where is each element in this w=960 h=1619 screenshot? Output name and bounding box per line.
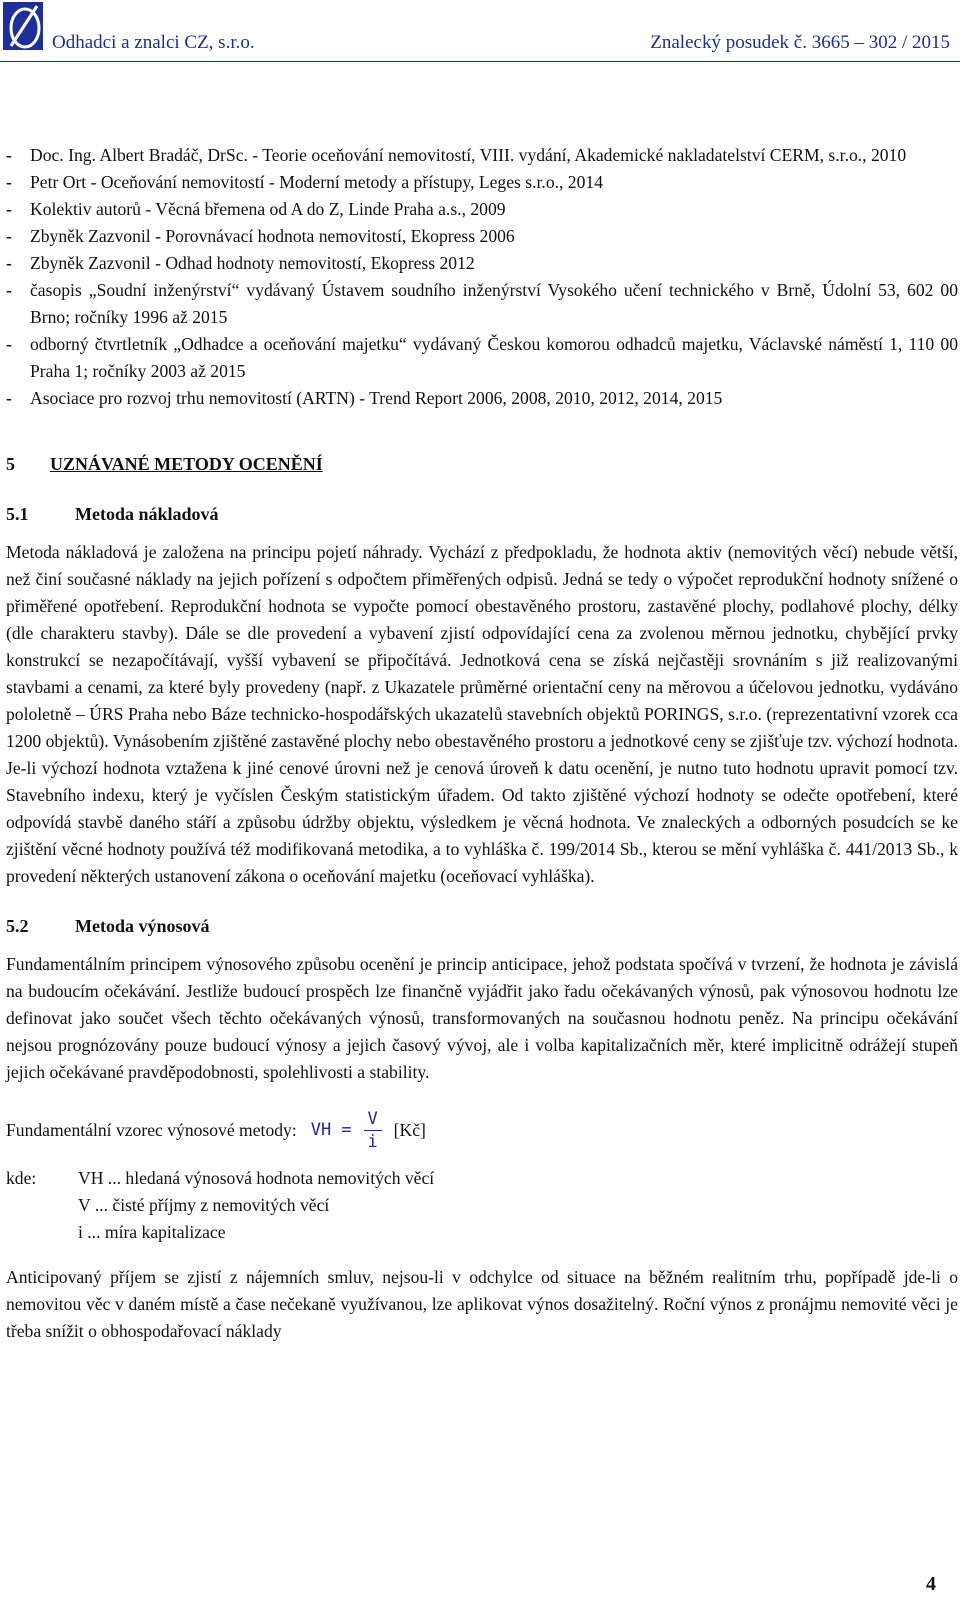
section-5-heading bbox=[6, 451, 958, 478]
bullet-dash: - bbox=[6, 199, 12, 219]
income-detail-paragraph: Anticipovaný příjem se zjistí z nájemních smluv, nejsou-li v odchylce od situace na běžném realitním trhu, popřípadě jde-li o nemovitou věc v daném místě a čase nečekaně využívanou, lze aplikovat výnos dosažitelný. Roční výnos z pronájmu nemovité věci je třeba snížit o obhospodařovací náklady bbox=[6, 1267, 958, 1341]
document-body bbox=[6, 142, 958, 1345]
bullet-dash: - bbox=[6, 145, 12, 165]
page-number: 4 bbox=[926, 1573, 936, 1595]
reference-text: Asociace pro rozvoj trhu nemovitostí (ARTN) - Trend Report 2006, 2008, 2010, 2012, 2014, 2015 bbox=[30, 388, 723, 408]
list-item bbox=[6, 142, 958, 169]
formula-numerator: V bbox=[367, 1108, 378, 1129]
legend-item: i ... míra kapitalizace bbox=[78, 1222, 226, 1242]
section-title: UZNÁVANÉ METODY OCENĚNÍ bbox=[50, 454, 323, 474]
list-item bbox=[6, 385, 958, 412]
section-title: Metoda výnosová bbox=[75, 916, 210, 936]
section-number: 5.2 bbox=[6, 916, 29, 936]
list-item bbox=[6, 169, 958, 196]
reference-text: časopis „Soudní inženýrství“ vydávaný Ústavem soudního inženýrství Vysokého učení technického v Brně, Údolní 53, 602 00 Brno; ročníky 1996 až 2015 bbox=[30, 280, 958, 327]
section-title: Metoda nákladová bbox=[75, 504, 219, 524]
formula-unit: [Kč] bbox=[393, 1119, 426, 1140]
header-company: Odhadci a znalci CZ, s.r.o. bbox=[52, 32, 255, 53]
formula-label: Fundamentální vzorec výnosové metody: bbox=[6, 1119, 297, 1140]
bullet-dash: - bbox=[6, 253, 12, 273]
reference-text: Zbyněk Zazvonil - Porovnávací hodnota nemovitostí, Ekopress 2006 bbox=[30, 226, 515, 246]
list-item bbox=[6, 250, 958, 277]
bullet-dash: - bbox=[6, 172, 12, 192]
reference-text: Zbyněk Zazvonil - Odhad hodnoty nemovitostí, Ekopress 2012 bbox=[30, 253, 475, 273]
legend-label: kde: bbox=[6, 1168, 37, 1188]
section-number: 5.1 bbox=[6, 504, 29, 524]
cost-method-paragraph: Metoda nákladová je založena na principu pojetí náhrady. Vychází z předpokladu, že hodnota aktiv (nemovitých věcí) nebude větší, než činí současné náklady na jejich pořízení s odpočtem přiměřených odpisů. Jedná se tedy o výpočet reprodukční hodnoty snížené o přiměřené opotřebení. Reprodukční hodnota se vypočte pomocí obestavěného prostoru, zastavěné plochy, podlahové plochy, délky (dle charakteru stavby). Dále se dle provedení a vybavení zjistí odpovídající cena za zvolenou měrnou jednotku, chybějící prvky konstrukcí se nezapočítávají, vyšší vybavení se připočítává. Jednotková cena se získá nejčastěji srovnáním s již realizovanými stavbami a cenami, za které byly provedeny (např. z Ukazatele průměrné orientační ceny na měrovou a účelovou jednotku, vydáváno pololetně – ÚRS Praha nebo Báze technicko-hospodářských ukazatelů stavebních objektů PORINGS, s.r.o. (reprezentativní vzorek cca 1200 objektů). Vynásobením zjištěné zastavěné plochy nebo obestavěného prostoru a jednotkové ceny se zjišťuje tzv. výchozí hodnota. Je-li výchozí hodnota vztažena k jiné cenové úrovni než je cenová úroveň k datu ocenění, je nutno tuto hodnotu upravit pomocí tzv. Stavebního indexu, který je vyčíslen Českým statistickým úřadem. Od takto zjištěné výchozí hodnoty se odečte opotřebení, které odpovídá stavbě daného stáří a způsobu údržby objektu, výsledkem je věcná hodnota. Ve znaleckých a odborných posudcích se ke zjištění věcné hodnoty používá též modifikovaná metodika, a to vyhláška č. 199/2014 Sb., kterou se mění vyhláška č. 441/2013 Sb., k provedení některých ustanovení zákona o oceňování majetku (oceňovací vyhláška). bbox=[6, 542, 958, 886]
page-header bbox=[0, 0, 960, 62]
company-logo-icon bbox=[3, 2, 43, 50]
reference-text: Kolektiv autorů - Věcná břemena od A do Z, Linde Praha a.s., 2009 bbox=[30, 199, 506, 219]
legend-item: V ... čisté příjmy z nemovitých věcí bbox=[78, 1195, 330, 1215]
section-number: 5 bbox=[6, 454, 15, 474]
bullet-dash: - bbox=[6, 388, 12, 408]
reference-text: Petr Ort - Oceňování nemovitostí - Moderní metody a přístupy, Leges s.r.o., 2014 bbox=[30, 172, 603, 192]
reference-text: odborný čtvrtletník „Odhadce a oceňování majetku“ vydávaný Českou komorou odhadců majetku, Václavské náměstí 1, 110 00 Praha 1; ročníky 2003 až 2015 bbox=[30, 334, 958, 381]
list-item bbox=[6, 223, 958, 250]
header-report-number: Znalecký posudek č. 3665 – 302 / 2015 bbox=[650, 32, 950, 53]
income-formula bbox=[6, 1105, 958, 1155]
list-item bbox=[6, 331, 958, 385]
header-divider bbox=[0, 61, 960, 62]
fraction-bar bbox=[364, 1130, 382, 1131]
formula-fraction bbox=[364, 1109, 382, 1152]
bullet-dash: - bbox=[6, 280, 12, 300]
formula-lhs: VH = bbox=[310, 1119, 352, 1140]
formula-denominator: i bbox=[367, 1131, 378, 1152]
section-5-2-heading bbox=[6, 913, 958, 940]
bullet-dash: - bbox=[6, 226, 12, 246]
section-5-1-heading bbox=[6, 501, 958, 528]
reference-list bbox=[6, 142, 958, 412]
bullet-dash: - bbox=[6, 334, 12, 354]
list-item bbox=[6, 196, 958, 223]
legend-item: VH ... hledaná výnosová hodnota nemovitých věcí bbox=[78, 1168, 435, 1188]
reference-text: Doc. Ing. Albert Bradáč, DrSc. - Teorie oceňování nemovitostí, VIII. vydání, Akademické nakladatelství CERM, s.r.o., 2010 bbox=[30, 145, 907, 165]
income-method-paragraph: Fundamentálním principem výnosového způsobu ocenění je princip anticipace, jehož podstata spočívá v tvrzení, že hodnota je závislá na budoucím očekávání. Jestliže budoucí prospěch lze finančně vyjádřit jako řadu očekávaných výnosů, pak výnosovou hodnotu lze definovat jako součet všech těchto očekávaných výnosů, transformovaných na současnou hodnotu peněz. Na principu očekávání nejsou prognózovány pouze budoucí výnosy a jejich časový vývoj, ale i volba kapitalizačních měr, které implicitně odrážejí stupeň jejich očekávané pravděpodobnosti, spolehlivosti a stability. bbox=[6, 954, 958, 1082]
formula-expression bbox=[311, 1109, 382, 1152]
list-item bbox=[6, 277, 958, 331]
formula-legend bbox=[6, 1165, 958, 1246]
